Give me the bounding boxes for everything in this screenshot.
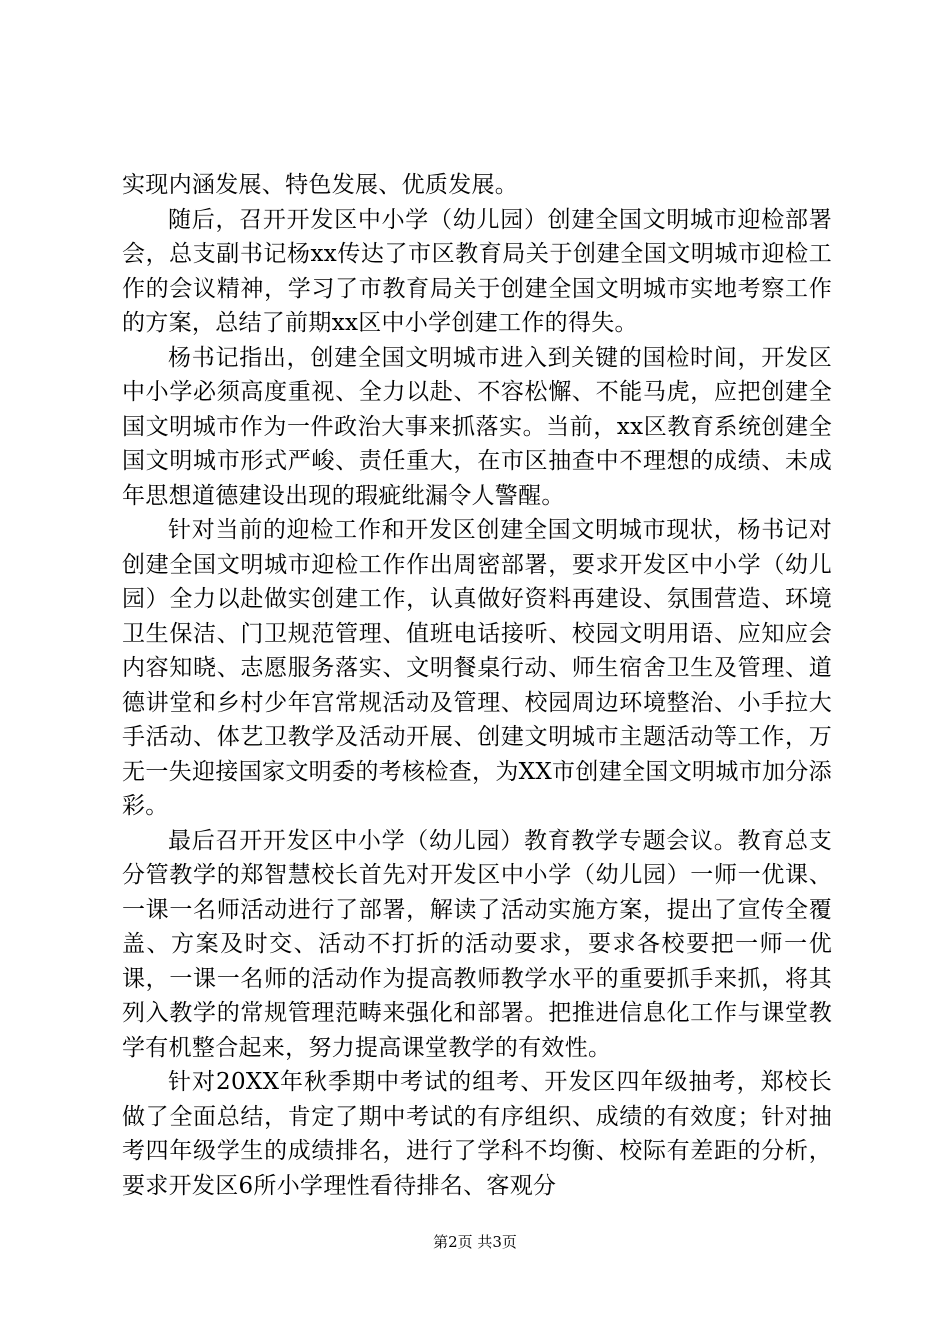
paragraph-secretary-remarks: 杨书记指出，创建全国文明城市进入到关键的国检时间，开发区中小学必须高度重视、全力以赴、不容松懈、不能马虎，应把创建全国文明城市作为一件政治大事来抓落实。当前，xx区教育系统创建全国文明城市形式严峻、责任重大，在市区抽查中不理想的成绩、未成年思想道德建设出现的瑕疵纰漏令人警醒。 (122, 344, 832, 509)
paragraph-continuation: 实现内涵发展、特色发展、优质发展。 (122, 172, 519, 198)
page-number-footer: 第2页 共3页 (433, 1233, 517, 1251)
paragraph-deployment-meeting: 随后，召开开发区中小学（幼儿园）创建全国文明城市迎检部署会，总支副书记杨xx传达了市区教育局关于创建全国文明城市迎检工作的会议精神，学习了市教育局关于创建全国文明城市实地考察工作的方案，总结了前期xx区中小学创建工作的得失。 (122, 206, 832, 336)
paragraph-exam-summary: 针对20XX年秋季期中考试的组考、开发区四年级抽考，郑校长做了全面总结，肯定了期中考试的有序组织、成绩的有效度；针对抽考四年级学生的成绩排名，进行了学科不均衡、校际有差距的分析，要求开发区6所小学理性看待排名、客观分 (122, 1069, 832, 1199)
document-body (122, 168, 832, 1203)
paragraph-inspection-arrangements: 针对当前的迎检工作和开发区创建全国文明城市现状，杨书记对创建全国文明城市迎检工作作出周密部署，要求开发区中小学（幼儿园）全力以赴做实创建工作，认真做好资料再建设、氛围营造、环境卫生保洁、门卫规范管理、值班电话接听、校园文明用语、应知应会内容知晓、志愿服务落实、文明餐桌行动、师生宿舍卫生及管理、道德讲堂和乡村少年宫常规活动及管理、校园周边环境整治、小手拉大手活动、体艺卫教学及活动开展、创建文明城市主题活动等工作，万无一失迎接国家文明委的考核检查，为XX市创建全国文明城市加分添彩。 (122, 517, 832, 819)
paragraph-teaching-meeting: 最后召开开发区中小学（幼儿园）教育教学专题会议。教育总支分管教学的郑智慧校长首先对开发区中小学（幼儿园）一师一优课、一课一名师活动进行了部署，解读了活动实施方案，提出了宣传全覆盖、方案及时交、活动不打折的活动要求，要求各校要把一师一优课，一课一名师的活动作为提高教师教学水平的重要抓手来抓，将其列入教学的常规管理范畴来强化和部署。把推进信息化工作与课堂教学有机整合起来，努力提高课堂教学的有效性。 (122, 827, 832, 1061)
